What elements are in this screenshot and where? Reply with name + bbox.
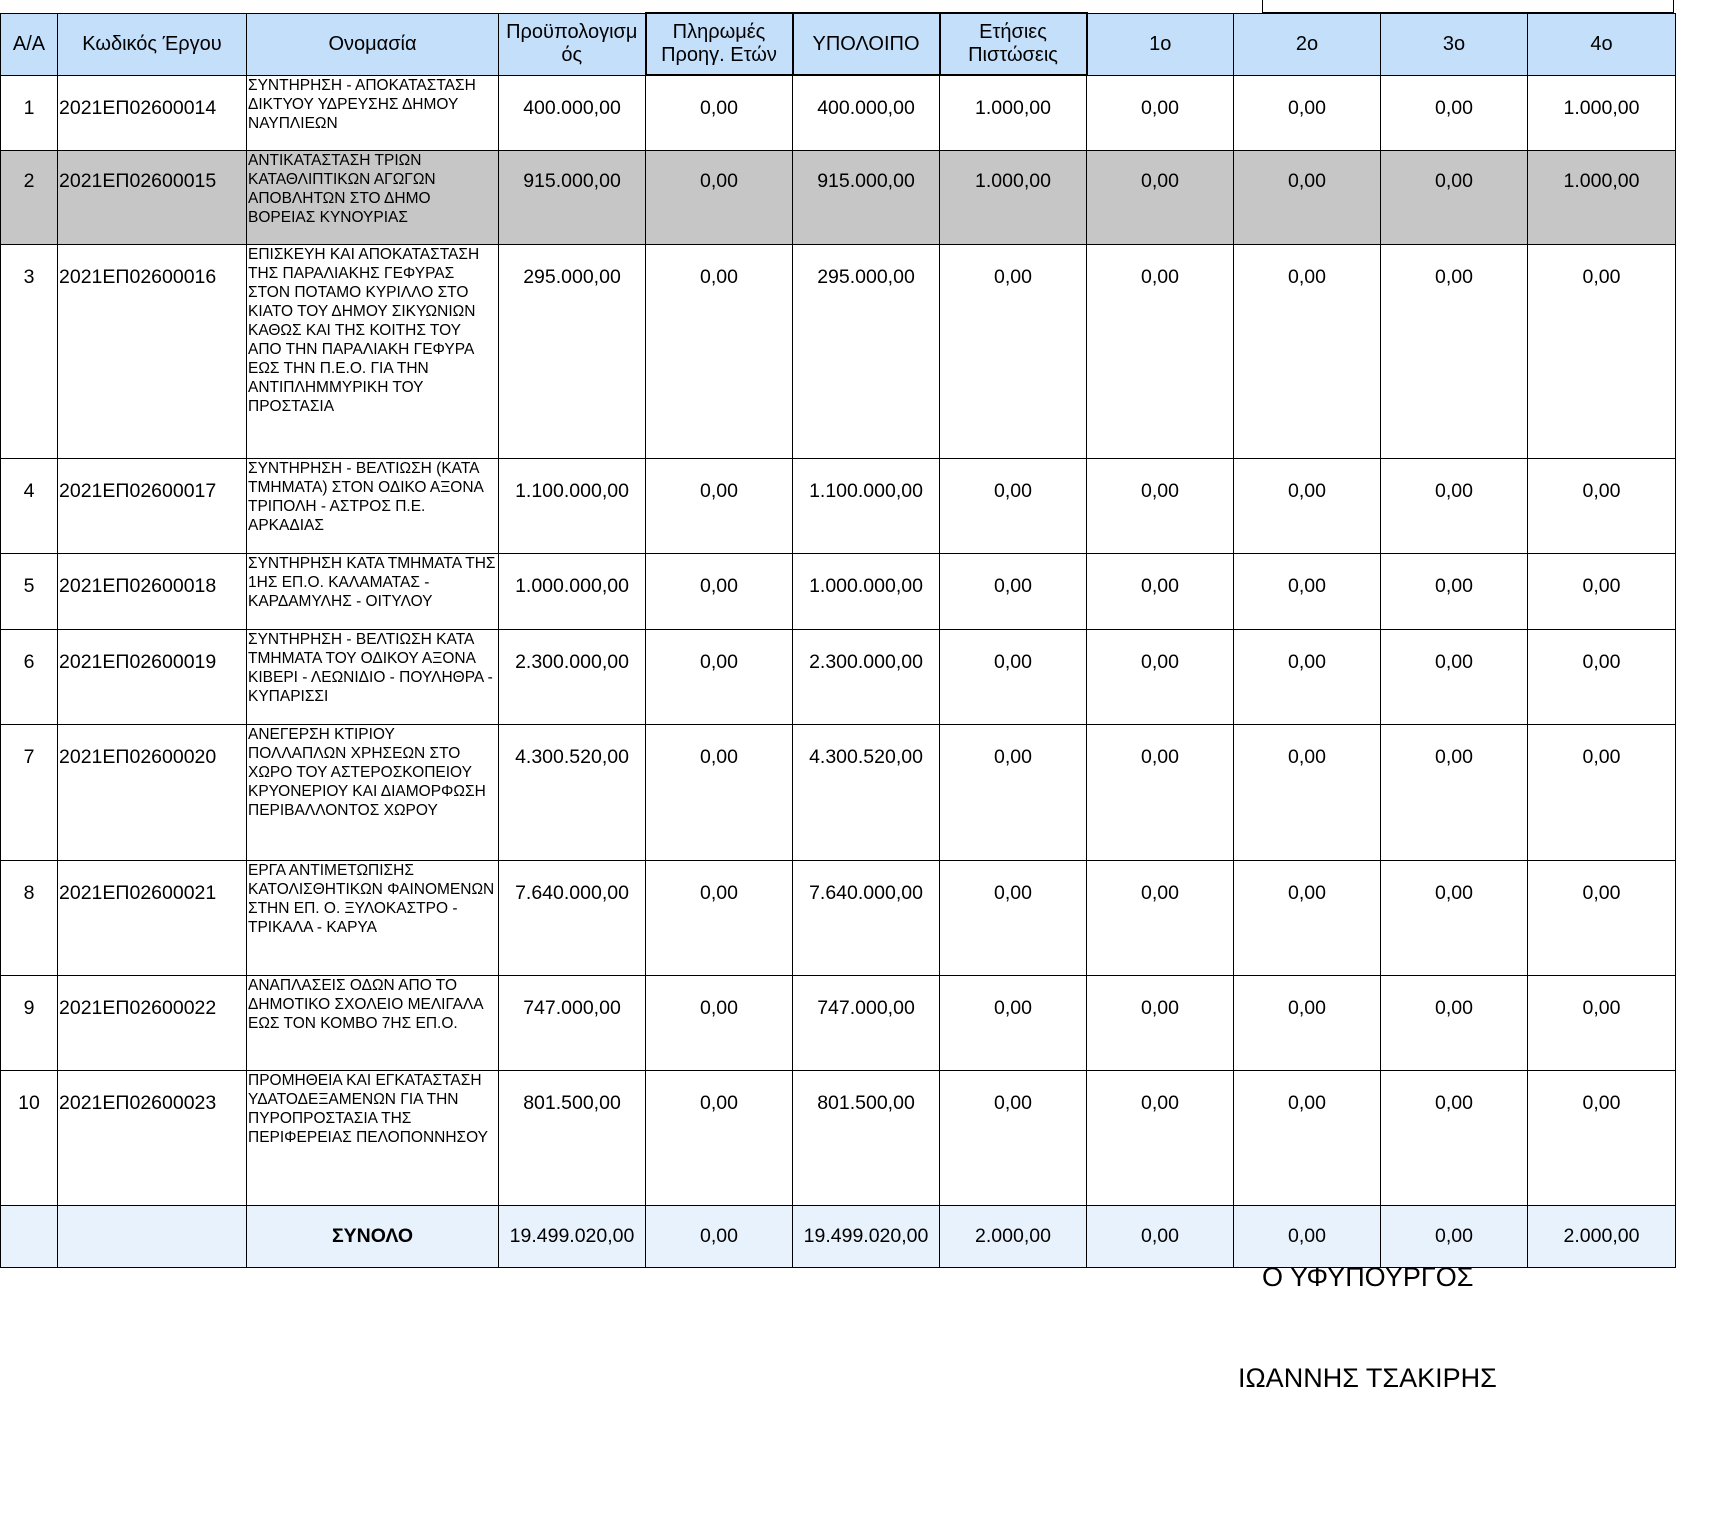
previous-payments: 0,00 bbox=[646, 860, 793, 975]
budget-amount: 295.000,00 bbox=[499, 244, 646, 458]
q2-amount: 0,00 bbox=[1234, 150, 1381, 244]
table-row bbox=[1, 975, 1676, 1070]
project-name: ΣΥΝΤΗΡΗΣΗ ΚΑΤΑ ΤΜΗΜΑΤΑ ΤΗΣ 1ΗΣ ΕΠ.Ο. ΚΑΛΑΜΑΤΑΣ - ΚΑΡΔΑΜΥΛΗΣ - ΟΙΤΥΛΟΥ bbox=[247, 553, 499, 629]
previous-payments: 0,00 bbox=[646, 553, 793, 629]
annual-credits: 0,00 bbox=[940, 724, 1087, 860]
total-q3: 0,00 bbox=[1381, 1205, 1528, 1267]
header-budget bbox=[499, 13, 646, 75]
project-code: 2021ΕΠ02600015 bbox=[58, 150, 247, 244]
row-number: 1 bbox=[1, 75, 58, 150]
header-q3: 3ο bbox=[1381, 13, 1528, 75]
project-name: ΣΥΝΤΗΡΗΣΗ - ΒΕΛΤΙΩΣΗ (ΚΑΤΑ ΤΜΗΜΑΤΑ) ΣΤΟΝ ΟΔΙΚΟ ΑΞΟΝΑ ΤΡΙΠΟΛΗ - ΑΣΤΡΟΣ Π.Ε. ΑΡΚΑΔΙΑΣ bbox=[247, 458, 499, 553]
q3-amount: 0,00 bbox=[1381, 244, 1528, 458]
total-code-cell bbox=[58, 1205, 247, 1267]
annual-credits: 0,00 bbox=[940, 629, 1087, 724]
q1-amount: 0,00 bbox=[1087, 1070, 1234, 1205]
q4-amount: 0,00 bbox=[1528, 1070, 1676, 1205]
header-project-code: Κωδικός Έργου bbox=[58, 13, 247, 75]
q1-amount: 0,00 bbox=[1087, 860, 1234, 975]
annual-credits: 0,00 bbox=[940, 860, 1087, 975]
q2-amount: 0,00 bbox=[1234, 244, 1381, 458]
budget-amount: 915.000,00 bbox=[499, 150, 646, 244]
q3-amount: 0,00 bbox=[1381, 1070, 1528, 1205]
q2-amount: 0,00 bbox=[1234, 724, 1381, 860]
total-row bbox=[1, 1205, 1676, 1267]
previous-payments: 0,00 bbox=[646, 75, 793, 150]
project-code: 2021ΕΠ02600018 bbox=[58, 553, 247, 629]
header-budget-line2: ός bbox=[561, 44, 583, 66]
q2-amount: 0,00 bbox=[1234, 1070, 1381, 1205]
q4-amount: 1.000,00 bbox=[1528, 75, 1676, 150]
header-annual-line1: Ετήσιες bbox=[979, 21, 1047, 43]
q4-amount: 0,00 bbox=[1528, 860, 1676, 975]
header-prev-line2: Προηγ. Ετών bbox=[661, 44, 777, 66]
projects-table bbox=[0, 12, 1676, 1268]
signatory-name: ΙΩΑΝΝΗΣ ΤΣΑΚΙΡΗΣ bbox=[1238, 1363, 1497, 1393]
project-code: 2021ΕΠ02600023 bbox=[58, 1070, 247, 1205]
q2-amount: 0,00 bbox=[1234, 975, 1381, 1070]
annual-credits: 0,00 bbox=[940, 553, 1087, 629]
row-number: 2 bbox=[1, 150, 58, 244]
project-code: 2021ΕΠ02600021 bbox=[58, 860, 247, 975]
q2-amount: 0,00 bbox=[1234, 75, 1381, 150]
total-q1: 0,00 bbox=[1087, 1205, 1234, 1267]
annual-credits: 0,00 bbox=[940, 458, 1087, 553]
annual-credits: 0,00 bbox=[940, 975, 1087, 1070]
table-row bbox=[1, 244, 1676, 458]
table-row bbox=[1, 860, 1676, 975]
total-previous-payments: 0,00 bbox=[646, 1205, 793, 1267]
q1-amount: 0,00 bbox=[1087, 150, 1234, 244]
row-number: 5 bbox=[1, 553, 58, 629]
table-row bbox=[1, 458, 1676, 553]
project-name: ΕΡΓΑ ΑΝΤΙΜΕΤΩΠΙΣΗΣ ΚΑΤΟΛΙΣΘΗΤΙΚΩΝ ΦΑΙΝΟΜΕΝΩΝ ΣΤΗΝ ΕΠ. Ο. ΞΥΛΟΚΑΣΤΡΟ - ΤΡΙΚΑΛΑ - ΚΑΡΥΑ bbox=[247, 860, 499, 975]
previous-payments: 0,00 bbox=[646, 458, 793, 553]
project-code: 2021ΕΠ02600020 bbox=[58, 724, 247, 860]
project-name: ΑΝΕΓΕΡΣΗ ΚΤΙΡΙΟΥ ΠΟΛΛΑΠΛΩΝ ΧΡΗΣΕΩΝ ΣΤΟ ΧΩΡΟ ΤΟΥ ΑΣΤΕΡΟΣΚΟΠΕΙΟΥ ΚΡΥΟΝΕΡΙΟΥ ΚΑΙ ΔΙΑΜΟΡΦΩΣΗ ΠΕΡΙΒΑΛΛΟΝΤΟΣ ΧΩΡΟΥ bbox=[247, 724, 499, 860]
previous-payments: 0,00 bbox=[646, 1070, 793, 1205]
previous-payments: 0,00 bbox=[646, 150, 793, 244]
annual-credits: 1.000,00 bbox=[940, 75, 1087, 150]
annual-credits: 0,00 bbox=[940, 244, 1087, 458]
total-q2: 0,00 bbox=[1234, 1205, 1381, 1267]
table-row bbox=[1, 629, 1676, 724]
q1-amount: 0,00 bbox=[1087, 458, 1234, 553]
header-q4: 4ο bbox=[1528, 13, 1676, 75]
remaining-amount: 295.000,00 bbox=[793, 244, 940, 458]
budget-amount: 801.500,00 bbox=[499, 1070, 646, 1205]
remaining-amount: 801.500,00 bbox=[793, 1070, 940, 1205]
table-row bbox=[1, 1070, 1676, 1205]
remaining-amount: 747.000,00 bbox=[793, 975, 940, 1070]
row-number: 7 bbox=[1, 724, 58, 860]
project-code: 2021ΕΠ02600019 bbox=[58, 629, 247, 724]
remaining-amount: 7.640.000,00 bbox=[793, 860, 940, 975]
remaining-amount: 1.000.000,00 bbox=[793, 553, 940, 629]
row-number: 9 bbox=[1, 975, 58, 1070]
q4-amount: 0,00 bbox=[1528, 629, 1676, 724]
q3-amount: 0,00 bbox=[1381, 629, 1528, 724]
q2-amount: 0,00 bbox=[1234, 458, 1381, 553]
q1-amount: 0,00 bbox=[1087, 629, 1234, 724]
q1-amount: 0,00 bbox=[1087, 244, 1234, 458]
budget-amount: 4.300.520,00 bbox=[499, 724, 646, 860]
total-annual-credits: 2.000,00 bbox=[940, 1205, 1087, 1267]
q3-amount: 0,00 bbox=[1381, 75, 1528, 150]
previous-payments: 0,00 bbox=[646, 629, 793, 724]
project-name: ΑΝΑΠΛΑΣΕΙΣ ΟΔΩΝ ΑΠΟ ΤΟ ΔΗΜΟΤΙΚΟ ΣΧΟΛΕΙΟ ΜΕΛΙΓΑΛΑ ΕΩΣ ΤΟΝ ΚΟΜΒΟ 7ΗΣ ΕΠ.Ο. bbox=[247, 975, 499, 1070]
row-number: 8 bbox=[1, 860, 58, 975]
signatory-title: Ο ΥΦΥΠΟΥΡΓΟΣ bbox=[1262, 1262, 1474, 1292]
project-name: ΣΥΝΤΗΡΗΣΗ - ΒΕΛΤΙΩΣΗ ΚΑΤΑ ΤΜΗΜΑΤΑ ΤΟΥ ΟΔΙΚΟΥ ΑΞΟΝΑ ΚΙΒΕΡΙ - ΛΕΩΝΙΔΙΟ - ΠΟΥΛΗΘΡΑ - ΚΥΠΑΡΙΣΣΙ bbox=[247, 629, 499, 724]
row-number: 6 bbox=[1, 629, 58, 724]
table-row bbox=[1, 553, 1676, 629]
budget-amount: 747.000,00 bbox=[499, 975, 646, 1070]
project-code: 2021ΕΠ02600017 bbox=[58, 458, 247, 553]
header-annual-line2: Πιστώσεις bbox=[968, 44, 1058, 66]
q1-amount: 0,00 bbox=[1087, 975, 1234, 1070]
total-aa-cell bbox=[1, 1205, 58, 1267]
q1-amount: 0,00 bbox=[1087, 553, 1234, 629]
q4-amount: 0,00 bbox=[1528, 244, 1676, 458]
q1-amount: 0,00 bbox=[1087, 75, 1234, 150]
table-header-row bbox=[1, 13, 1676, 75]
budget-amount: 400.000,00 bbox=[499, 75, 646, 150]
previous-payments: 0,00 bbox=[646, 975, 793, 1070]
budget-amount: 1.100.000,00 bbox=[499, 458, 646, 553]
header-annual-credits bbox=[940, 13, 1087, 75]
header-aa: Α/Α bbox=[1, 13, 58, 75]
previous-payments: 0,00 bbox=[646, 244, 793, 458]
budget-amount: 2.300.000,00 bbox=[499, 629, 646, 724]
remaining-amount: 4.300.520,00 bbox=[793, 724, 940, 860]
header-remaining: ΥΠΟΛΟΙΠΟ bbox=[793, 13, 940, 75]
q4-amount: 0,00 bbox=[1528, 458, 1676, 553]
header-q2: 2ο bbox=[1234, 13, 1381, 75]
project-code: 2021ΕΠ02600016 bbox=[58, 244, 247, 458]
q4-amount: 0,00 bbox=[1528, 553, 1676, 629]
header-prev-line1: Πληρωμές bbox=[672, 21, 766, 43]
project-name: ΕΠΙΣΚΕΥΗ ΚΑΙ ΑΠΟΚΑΤΑΣΤΑΣΗ ΤΗΣ ΠΑΡΑΛΙΑΚΗΣ ΓΕΦΥΡΑΣ ΣΤΟΝ ΠΟΤΑΜΟ ΚΥΡΙΛΛΟ ΣΤΟ ΚΙΑΤΟ ΤΟΥ ΔΗΜΟΥ ΣΙΚΥΩΝΙΩΝ ΚΑΘΩΣ ΚΑΙ ΤΗΣ ΚΟΙΤΗΣ ΤΟΥ ΑΠΟ ΤΗΝ ΠΑΡΑΛΙΑΚΗ ΓΕΦΥΡΑ ΕΩΣ ΤΗΝ Π.Ε.Ο. ΓΙΑ ΤΗΝ ΑΝΤΙΠΛΗΜΜΥΡΙΚΗ ΤΟΥ ΠΡΟΣΤΑΣΙΑ bbox=[247, 244, 499, 458]
q3-amount: 0,00 bbox=[1381, 860, 1528, 975]
total-label: ΣΥΝΟΛΟ bbox=[247, 1205, 499, 1267]
remaining-amount: 2.300.000,00 bbox=[793, 629, 940, 724]
q3-amount: 0,00 bbox=[1381, 458, 1528, 553]
header-previous-payments bbox=[646, 13, 793, 75]
remaining-amount: 1.100.000,00 bbox=[793, 458, 940, 553]
total-budget: 19.499.020,00 bbox=[499, 1205, 646, 1267]
annual-credits: 0,00 bbox=[940, 1070, 1087, 1205]
row-number: 4 bbox=[1, 458, 58, 553]
row-number: 10 bbox=[1, 1070, 58, 1205]
project-code: 2021ΕΠ02600022 bbox=[58, 975, 247, 1070]
row-number: 3 bbox=[1, 244, 58, 458]
q4-amount: 0,00 bbox=[1528, 975, 1676, 1070]
total-q4: 2.000,00 bbox=[1528, 1205, 1676, 1267]
q2-amount: 0,00 bbox=[1234, 553, 1381, 629]
project-name: ΠΡΟΜΗΘΕΙΑ ΚΑΙ ΕΓΚΑΤΑΣΤΑΣΗ ΥΔΑΤΟΔΕΞΑΜΕΝΩΝ ΓΙΑ ΤΗΝ ΠΥΡΟΠΡΟΣΤΑΣΙΑ ΤΗΣ ΠΕΡΙΦΕΡΕΙΑΣ ΠΕΛΟΠΟΝΝΗΣΟΥ bbox=[247, 1070, 499, 1205]
annual-credits: 1.000,00 bbox=[940, 150, 1087, 244]
table-row bbox=[1, 150, 1676, 244]
header-name: Ονομασία bbox=[247, 13, 499, 75]
table-row bbox=[1, 724, 1676, 860]
previous-payments: 0,00 bbox=[646, 724, 793, 860]
budget-amount: 1.000.000,00 bbox=[499, 553, 646, 629]
project-code: 2021ΕΠ02600014 bbox=[58, 75, 247, 150]
q2-amount: 0,00 bbox=[1234, 629, 1381, 724]
remaining-amount: 400.000,00 bbox=[793, 75, 940, 150]
remaining-amount: 915.000,00 bbox=[793, 150, 940, 244]
q3-amount: 0,00 bbox=[1381, 553, 1528, 629]
header-budget-line1: Προϋπολογισμ bbox=[506, 21, 638, 43]
q2-amount: 0,00 bbox=[1234, 860, 1381, 975]
q3-amount: 0,00 bbox=[1381, 975, 1528, 1070]
q3-amount: 0,00 bbox=[1381, 150, 1528, 244]
q4-amount: 1.000,00 bbox=[1528, 150, 1676, 244]
table-row bbox=[1, 75, 1676, 150]
q3-amount: 0,00 bbox=[1381, 724, 1528, 860]
header-q1: 1ο bbox=[1087, 13, 1234, 75]
total-remaining: 19.499.020,00 bbox=[793, 1205, 940, 1267]
project-name: ΣΥΝΤΗΡΗΣΗ - ΑΠΟΚΑΤΑΣΤΑΣΗ ΔΙΚΤΥΟΥ ΥΔΡΕΥΣΗΣ ΔΗΜΟΥ ΝΑΥΠΛΙΕΩΝ bbox=[247, 75, 499, 150]
project-name: ΑΝΤΙΚΑΤΑΣΤΑΣΗ ΤΡΙΩΝ ΚΑΤΑΘΛΙΠΤΙΚΩΝ ΑΓΩΓΩΝ ΑΠΟΒΛΗΤΩΝ ΣΤΟ ΔΗΜΟ ΒΟΡΕΙΑΣ ΚΥΝΟΥΡΙΑΣ bbox=[247, 150, 499, 244]
budget-amount: 7.640.000,00 bbox=[499, 860, 646, 975]
q4-amount: 0,00 bbox=[1528, 724, 1676, 860]
q1-amount: 0,00 bbox=[1087, 724, 1234, 860]
table-body bbox=[1, 75, 1676, 1205]
